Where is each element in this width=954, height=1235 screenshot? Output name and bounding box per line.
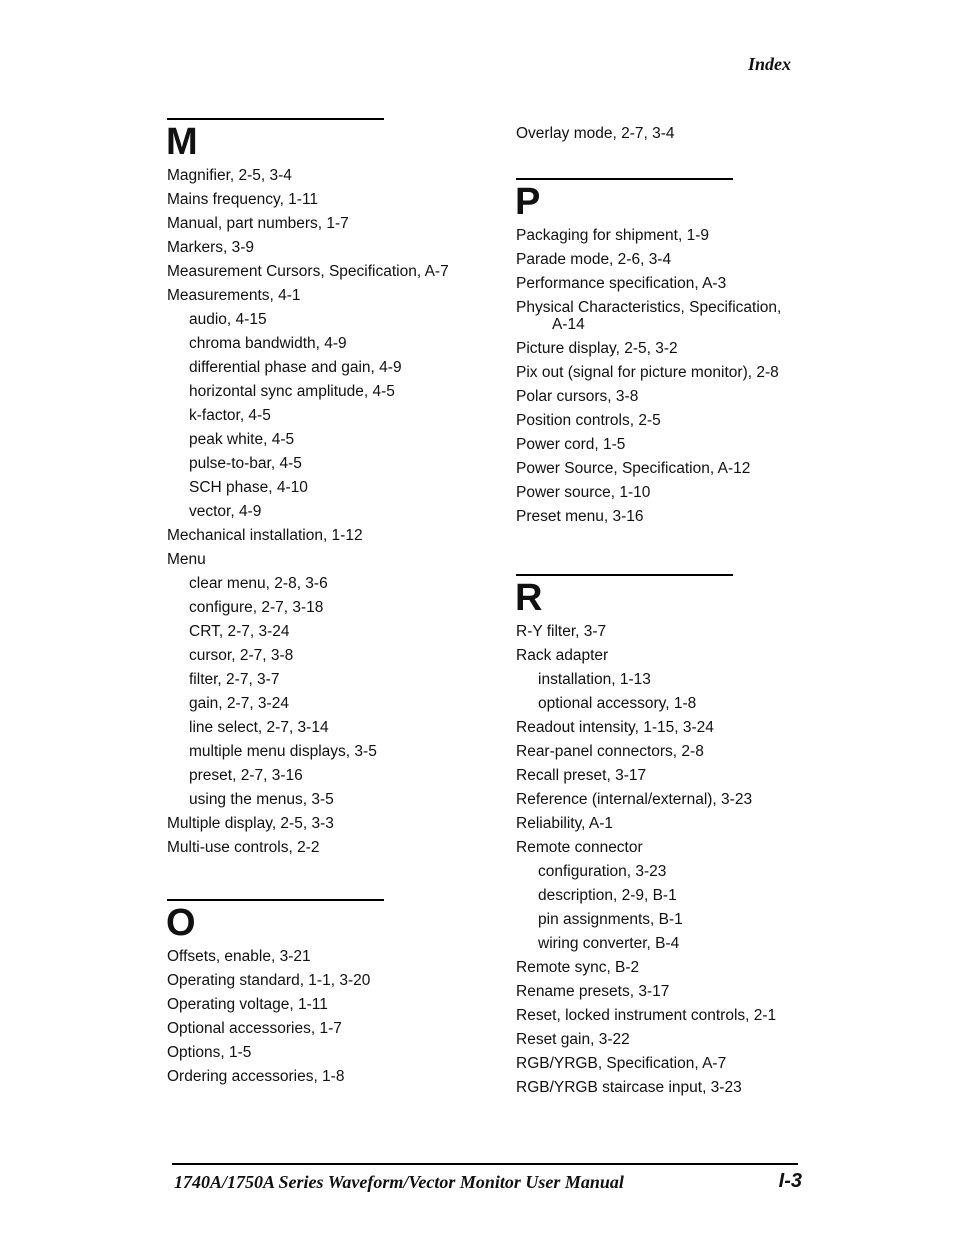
index-section-p bbox=[516, 224, 816, 529]
index-entry-text: chroma bandwidth, 4-9 bbox=[189, 335, 347, 352]
index-subentry bbox=[167, 764, 487, 788]
index-entry-text: peak white, 4-5 bbox=[189, 431, 295, 448]
index-entry-text: Options, 1-5 bbox=[167, 1044, 252, 1061]
index-entry-text: Reset, locked instrument controls, 2-1 bbox=[516, 1007, 777, 1024]
index-subentry bbox=[516, 908, 816, 932]
index-entry bbox=[167, 284, 487, 308]
index-entry-text: Packaging for shipment, 1-9 bbox=[516, 227, 709, 244]
index-column-left bbox=[167, 118, 487, 1089]
section-letter-m: M bbox=[166, 121, 198, 163]
page-number: I-3 bbox=[778, 1170, 802, 1192]
index-entry-text: Mechanical installation, 1-12 bbox=[167, 527, 363, 544]
index-entry bbox=[167, 236, 487, 260]
index-entry bbox=[516, 248, 816, 272]
index-subentry bbox=[167, 428, 487, 452]
index-entry-text: Power source, 1-10 bbox=[516, 484, 651, 501]
section-rule bbox=[516, 574, 733, 576]
index-entry bbox=[516, 224, 816, 248]
index-entry-text: Picture display, 2-5, 3-2 bbox=[516, 340, 678, 357]
index-entry-text: pin assignments, B-1 bbox=[538, 911, 683, 928]
index-entry bbox=[516, 385, 816, 409]
index-entry-text: audio, 4-15 bbox=[189, 311, 267, 328]
index-entry-text: Rear-panel connectors, 2-8 bbox=[516, 743, 704, 760]
index-entry-text: k-factor, 4-5 bbox=[189, 407, 271, 424]
index-entry-text: Ordering accessories, 1-8 bbox=[167, 1068, 345, 1085]
index-entry bbox=[167, 212, 487, 236]
index-entry-text: filter, 2-7, 3-7 bbox=[189, 671, 280, 688]
index-entry bbox=[516, 788, 816, 812]
index-entry bbox=[516, 505, 816, 529]
index-entry-text: Recall preset, 3-17 bbox=[516, 767, 647, 784]
index-entry-text: description, 2-9, B-1 bbox=[538, 887, 677, 904]
index-entry-text: using the menus, 3-5 bbox=[189, 791, 334, 808]
index-entry bbox=[516, 740, 816, 764]
index-entry bbox=[167, 1065, 487, 1089]
index-entry-text: Markers, 3-9 bbox=[167, 239, 254, 256]
index-entry-continuation: A-14 bbox=[552, 316, 585, 333]
index-entry bbox=[516, 764, 816, 788]
index-entry-text: Position controls, 2-5 bbox=[516, 412, 661, 429]
index-subentry bbox=[167, 500, 487, 524]
index-subentry bbox=[167, 308, 487, 332]
index-entry bbox=[516, 716, 816, 740]
index-subentry bbox=[167, 356, 487, 380]
index-subentry bbox=[167, 572, 487, 596]
index-entry-text: Pix out (signal for picture monitor), 2-8 bbox=[516, 364, 779, 381]
index-entry bbox=[516, 337, 816, 361]
index-entry bbox=[516, 644, 816, 668]
index-entry-text: RGB/YRGB, Specification, A-7 bbox=[516, 1055, 727, 1072]
index-entry-text: Physical Characteristics, Specification, bbox=[516, 299, 782, 316]
index-entry-text: Operating standard, 1-1, 3-20 bbox=[167, 972, 371, 989]
index-entry bbox=[167, 945, 487, 969]
section-letter-r: R bbox=[515, 577, 543, 619]
index-entry bbox=[516, 812, 816, 836]
index-entry bbox=[516, 433, 816, 457]
index-entry-text: R-Y filter, 3-7 bbox=[516, 623, 607, 640]
index-subentry bbox=[516, 884, 816, 908]
index-entry-text: Rename presets, 3-17 bbox=[516, 983, 670, 1000]
index-entry bbox=[167, 993, 487, 1017]
index-entry bbox=[167, 1041, 487, 1065]
section-rule bbox=[167, 118, 384, 120]
index-entry bbox=[516, 1052, 816, 1076]
index-entry bbox=[516, 956, 816, 980]
index-entry-text: Manual, part numbers, 1-7 bbox=[167, 215, 349, 232]
index-entry-text: Power cord, 1-5 bbox=[516, 436, 626, 453]
index-entry-text: optional accessory, 1-8 bbox=[538, 695, 697, 712]
index-entry bbox=[516, 980, 816, 1004]
index-continued-o bbox=[516, 122, 816, 146]
index-subentry bbox=[167, 620, 487, 644]
index-subentry bbox=[167, 476, 487, 500]
index-entry bbox=[516, 361, 816, 385]
index-entry-text: Reliability, A-1 bbox=[516, 815, 614, 832]
index-entry bbox=[516, 1028, 816, 1052]
index-entry-text: Overlay mode, 2-7, 3-4 bbox=[516, 125, 675, 142]
index-entry bbox=[516, 481, 816, 505]
index-entry-text: RGB/YRGB staircase input, 3-23 bbox=[516, 1079, 742, 1096]
index-entry bbox=[167, 812, 487, 836]
index-entry-text: Operating voltage, 1-11 bbox=[167, 996, 328, 1013]
index-entry-text: differential phase and gain, 4-9 bbox=[189, 359, 402, 376]
index-subentry bbox=[167, 644, 487, 668]
index-subentry bbox=[167, 668, 487, 692]
index-entry-text: Optional accessories, 1-7 bbox=[167, 1020, 342, 1037]
index-entry-text: CRT, 2-7, 3-24 bbox=[189, 623, 290, 640]
index-entry bbox=[167, 164, 487, 188]
index-entry-text: horizontal sync amplitude, 4-5 bbox=[189, 383, 395, 400]
index-subentry bbox=[167, 596, 487, 620]
index-subentry bbox=[167, 380, 487, 404]
index-subentry bbox=[516, 668, 816, 692]
index-subentry bbox=[516, 860, 816, 884]
index-entry-text: clear menu, 2-8, 3-6 bbox=[189, 575, 328, 592]
index-subentry bbox=[167, 788, 487, 812]
index-column-right bbox=[516, 122, 816, 1100]
index-entry-text: Reference (internal/external), 3-23 bbox=[516, 791, 753, 808]
index-entry bbox=[167, 548, 487, 572]
index-entry bbox=[516, 272, 816, 296]
index-entry-text: Readout intensity, 1-15, 3-24 bbox=[516, 719, 714, 736]
index-entry-text: Measurements, 4-1 bbox=[167, 287, 301, 304]
index-entry-text: gain, 2-7, 3-24 bbox=[189, 695, 289, 712]
index-section-r bbox=[516, 620, 816, 1100]
page-header-title: Index bbox=[747, 54, 791, 74]
index-entry bbox=[516, 296, 816, 337]
index-entry-text: Multi-use controls, 2-2 bbox=[167, 839, 320, 856]
index-entry bbox=[516, 122, 816, 146]
index-entry-text: configuration, 3-23 bbox=[538, 863, 667, 880]
index-entry-text: Preset menu, 3-16 bbox=[516, 508, 644, 525]
index-subentry bbox=[167, 716, 487, 740]
index-subentry bbox=[167, 404, 487, 428]
section-rule bbox=[516, 178, 733, 180]
index-entry bbox=[516, 409, 816, 433]
index-entry-text: line select, 2-7, 3-14 bbox=[189, 719, 329, 736]
footer-rule bbox=[172, 1163, 798, 1165]
index-entry-text: vector, 4-9 bbox=[189, 503, 262, 520]
index-entry bbox=[167, 836, 487, 860]
index-entry-text: Polar cursors, 3-8 bbox=[516, 388, 639, 405]
section-letter-p: P bbox=[515, 181, 541, 223]
index-entry-text: Offsets, enable, 3-21 bbox=[167, 948, 311, 965]
index-entry-text: Parade mode, 2-6, 3-4 bbox=[516, 251, 672, 268]
section-letter-o: O bbox=[166, 902, 196, 944]
index-entry bbox=[167, 969, 487, 993]
index-entry-text: Menu bbox=[167, 551, 206, 568]
index-entry-text: Remote connector bbox=[516, 839, 643, 856]
index-subentry bbox=[516, 692, 816, 716]
index-entry-text: Performance specification, A-3 bbox=[516, 275, 727, 292]
index-entry bbox=[167, 260, 487, 284]
index-subentry bbox=[167, 332, 487, 356]
index-entry bbox=[516, 1076, 816, 1100]
index-entry-text: Mains frequency, 1-11 bbox=[167, 191, 319, 208]
index-entry-text: cursor, 2-7, 3-8 bbox=[189, 647, 294, 664]
index-entry-text: installation, 1-13 bbox=[538, 671, 651, 688]
index-subentry bbox=[167, 452, 487, 476]
index-subentry bbox=[167, 740, 487, 764]
index-entry-text: Magnifier, 2-5, 3-4 bbox=[167, 167, 292, 184]
index-entry bbox=[516, 1004, 816, 1028]
index-entry-text: pulse-to-bar, 4-5 bbox=[189, 455, 302, 472]
footer-manual-title: 1740A/1750A Series Waveform/Vector Monitor User Manual bbox=[174, 1172, 624, 1192]
index-entry bbox=[167, 1017, 487, 1041]
index-entry bbox=[167, 524, 487, 548]
index-entry-text: Power Source, Specification, A-12 bbox=[516, 460, 751, 477]
index-entry-text: wiring converter, B-4 bbox=[538, 935, 680, 952]
index-subentry bbox=[167, 692, 487, 716]
index-section-o bbox=[167, 945, 487, 1089]
index-section-m bbox=[167, 164, 487, 860]
index-entry bbox=[516, 620, 816, 644]
index-entry-text: Measurement Cursors, Specification, A-7 bbox=[167, 263, 449, 280]
index-entry bbox=[516, 836, 816, 860]
index-entry bbox=[167, 188, 487, 212]
index-entry-text: multiple menu displays, 3-5 bbox=[189, 743, 377, 760]
index-entry-text: Multiple display, 2-5, 3-3 bbox=[167, 815, 334, 832]
index-entry bbox=[516, 457, 816, 481]
index-entry-text: Rack adapter bbox=[516, 647, 609, 664]
index-entry-text: Reset gain, 3-22 bbox=[516, 1031, 630, 1048]
section-rule bbox=[167, 899, 384, 901]
index-entry-text: Remote sync, B-2 bbox=[516, 959, 640, 976]
index-entry-text: SCH phase, 4-10 bbox=[189, 479, 308, 496]
index-entry-text: preset, 2-7, 3-16 bbox=[189, 767, 303, 784]
index-subentry bbox=[516, 932, 816, 956]
index-entry-text: configure, 2-7, 3-18 bbox=[189, 599, 324, 616]
